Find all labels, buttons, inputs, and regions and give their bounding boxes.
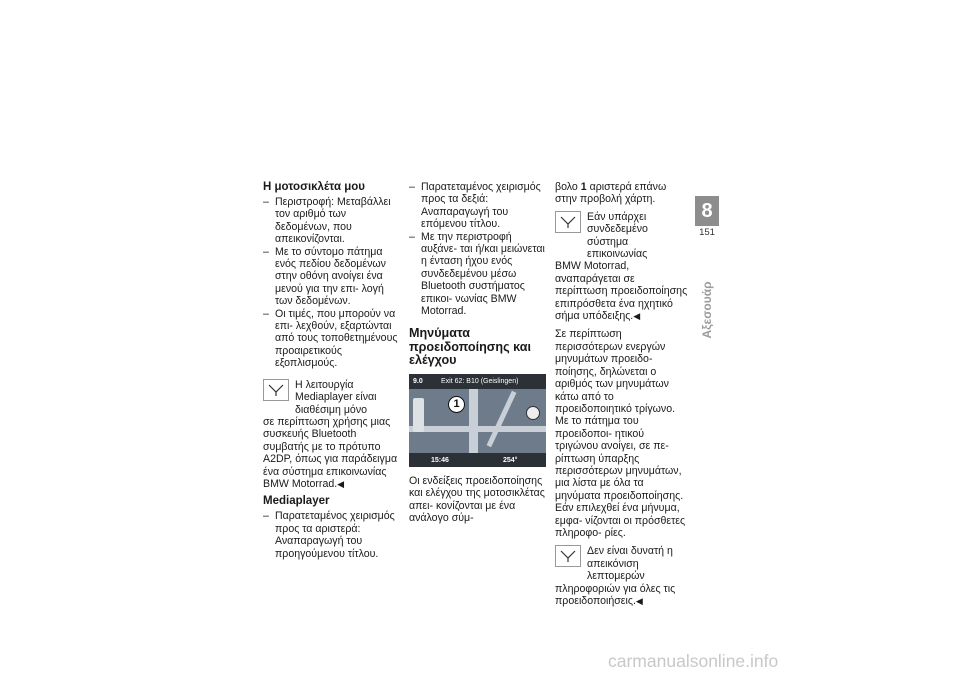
- column-middle: [409, 181, 546, 525]
- column-left: [263, 181, 400, 560]
- watermark: carmanualsonline.info: [608, 651, 779, 671]
- section-label: Αξεσουάρ: [700, 281, 714, 339]
- callout-marker: 1: [448, 396, 465, 413]
- paragraph: Με το πάτημα του προειδοποι- ητικού τριγώνου ανοίγει, σε πε- ρίπτωση ύπαρξης περισσότερων μηνυμάτων, μια λίστα με όλα τα μηνύματα προειδοποίησης.: [555, 415, 684, 502]
- note-text-first: Δεν είναι δυνατή η απεικόνιση λεπτομερών: [587, 545, 673, 583]
- list-item: – Παρατεταμένος χειρισμός προς τα αριστερά: Αναπαραγωγή του προηγούμενου τίτλου.: [263, 510, 400, 560]
- heading-my-motorcycle: Η μοτοσικλέτα μου: [263, 181, 365, 193]
- note-text-first: Η λειτουργία Mediaplayer είναι διαθέσιμη μόνο: [295, 378, 377, 416]
- paragraph: βολο 1 αριστερά επάνω στην προβολή χάρτη.: [555, 181, 667, 206]
- distance-readout: 9.0: [413, 377, 423, 385]
- zoom-icon: [526, 406, 540, 420]
- note-text: BMW Motorrad, αναπαράγεται σε περίπτωση προειδοποίησης επιπρόσθετα ένα ηχητικό σήμα υπόδειξης.: [555, 260, 688, 323]
- note-block: [555, 545, 688, 607]
- end-marker-icon: ◀: [633, 311, 641, 322]
- page-number: 151: [699, 227, 715, 238]
- column-right: [555, 181, 688, 607]
- note-text: σε περίπτωση χρήσης μιας συσκευής Bluetooth συμβατής με το πρότυπο A2DP, όπως για παράδειγμα ένα σύστημα επικοινωνίας BMW Motorrad.: [263, 415, 398, 490]
- bullet-list: [263, 510, 400, 560]
- nav-bottom-bar: [409, 453, 546, 467]
- time-readout: 15:46: [431, 456, 449, 464]
- note-block: [555, 211, 688, 323]
- exit-label: Exit 62: B10 (Geislingen): [441, 377, 519, 385]
- paragraph: Οι ενδείξεις προειδοποίησης και ελέγχου της μοτοσικλέτας απει- κονίζονται με ένα ανάλογο σύμ-: [409, 474, 545, 525]
- paragraph: Σε περίπτωση περισσότερων ενεργών μηνυμάτων προειδο- ποίησης, δηλώνεται ο αριθμός των μηνυμάτων κάτω από το προειδοποιητικό τρίγωνο.: [555, 328, 676, 415]
- list-item: – Παρατεταμένος χειρισμός προς τα δεξιά: Αναπαραγωγή του επόμενου τίτλου.: [409, 181, 546, 231]
- note-icon: [555, 211, 581, 233]
- note-block: [263, 379, 400, 491]
- note-text-first: Εάν υπάρχει συνδεδεμένο σύστημα επικοινωνίας: [587, 210, 648, 261]
- list-item: – Οι τιμές, που μπορούν να επι- λεχθούν, εξαρτώνται από τους τοποθετημένους προαιρετικούς εξοπλισμούς.: [263, 308, 400, 370]
- note-text: πληροφοριών για όλες τις προειδοποιήσεις.: [555, 582, 676, 607]
- paragraph: Εάν επιλεχθεί ένα μήνυμα, εμφα- νίζονται οι πρόσθετες πληροφο- ρίες.: [555, 502, 686, 539]
- end-marker-icon: ◀: [635, 596, 643, 606]
- heading-warnings: Μηνύματα προειδοποίησης και ελέγχου: [409, 326, 531, 368]
- list-item: – Με το σύντομο πάτημα ενός πεδίου δεδομένων στην οθόνη ανοίγει ένα μενού για την επι- λογή των δεδομένων.: [263, 246, 400, 308]
- chapter-tab: 8: [695, 196, 719, 226]
- callout-number: 1: [580, 181, 587, 193]
- bullet-list: [263, 196, 400, 370]
- end-marker-icon: ◀: [337, 478, 345, 489]
- bullet-list: [409, 181, 546, 317]
- heading-readout: 254°: [503, 456, 518, 464]
- note-icon: [555, 545, 581, 567]
- heading-mediaplayer: Mediaplayer: [263, 495, 330, 508]
- warning-triangle-icon: [413, 398, 424, 432]
- nav-top-bar: [409, 374, 546, 389]
- note-icon: [263, 379, 289, 401]
- navigation-screenshot: [409, 374, 546, 467]
- list-item: – Με την περιστροφή αυξάνε- ται ή/και μειώνεται η ένταση ήχου ενός συνδεδεμένου μέσω Bluetooth συστήματος επικοι- νωνίας BMW Motorrad.: [409, 231, 546, 318]
- list-item: – Περιστροφή: Μεταβάλλει τον αριθμό των δεδομένων, που απεικονίζονται.: [263, 196, 400, 246]
